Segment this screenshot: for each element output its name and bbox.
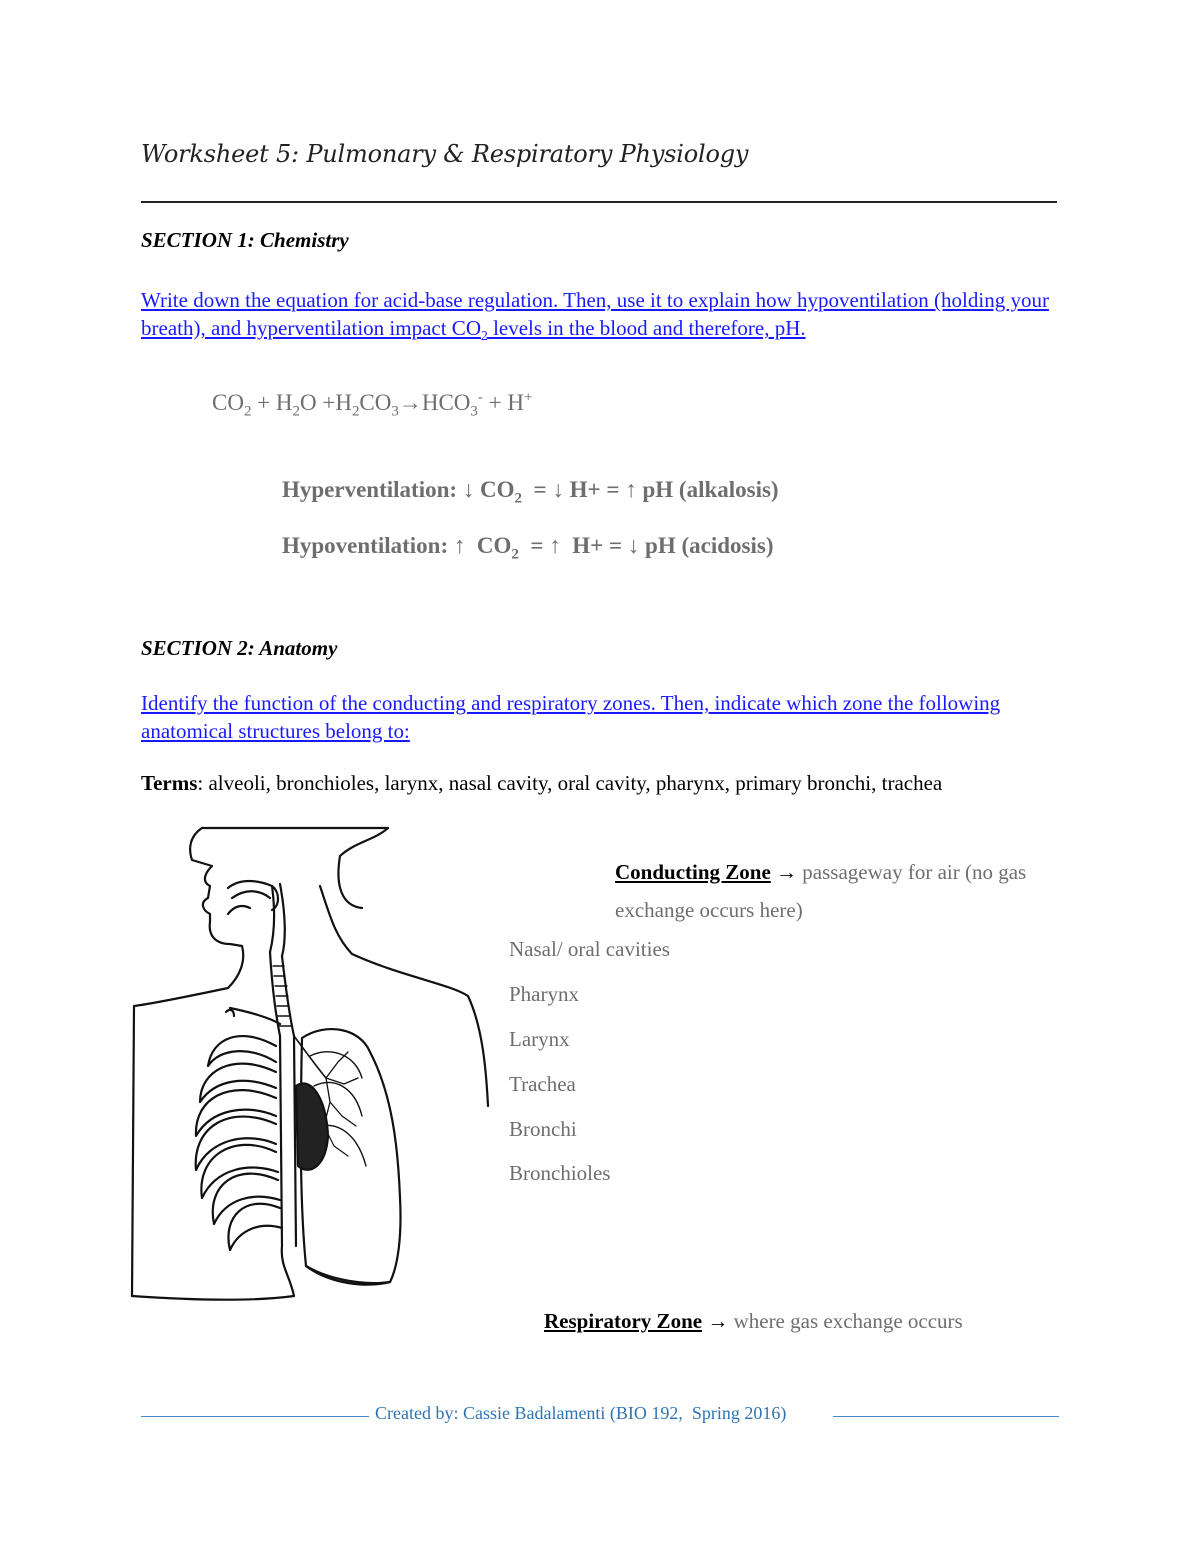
respiratory-zone-description: where gas exchange occurs xyxy=(733,1309,963,1333)
hypo-label: Hypoventilation: ↑ CO xyxy=(282,533,512,558)
respiratory-zone-block xyxy=(544,1309,963,1334)
eq-sub: 2 xyxy=(351,403,360,420)
eq-sup: + xyxy=(523,389,533,406)
footer-rule-right xyxy=(833,1416,1059,1417)
hyper-rest: = ↓ H+ = ↑ pH (alkalosis) xyxy=(522,477,779,502)
instruction-text-2: levels in the blood and therefore, pH. xyxy=(487,316,806,340)
footer-credit: Created by: Cassie Badalamenti (BIO 192, Spring 2016) xyxy=(375,1403,787,1423)
title-rule xyxy=(141,201,1057,203)
respiratory-zone-heading: Respiratory Zone xyxy=(544,1309,703,1333)
terms-label: Terms xyxy=(141,771,198,795)
hyper-sub: 2 xyxy=(514,490,523,507)
eq-sub: 2 xyxy=(292,403,300,420)
section-2-heading: SECTION 2: Anatomy xyxy=(141,636,338,660)
section-1-instruction xyxy=(141,286,1061,342)
conducting-zone-heading: Conducting Zone xyxy=(615,860,771,884)
eq-h: + H xyxy=(251,390,293,415)
respiratory-system-illustration xyxy=(130,826,492,1308)
eq-sup: - xyxy=(477,389,483,406)
respiratory-arrow: → xyxy=(702,1309,734,1333)
section-1-heading: SECTION 1: Chemistry xyxy=(141,228,349,252)
section-2-instruction: Identify the function of the conducting and respiratory zones. Then, indicate which zone the following anatomical structures belong to: xyxy=(141,691,1001,743)
eq-co2: CO xyxy=(212,390,244,415)
zone-item-bronchi: Bronchi xyxy=(509,1117,577,1141)
zone-item-nasal-oral: Nasal/ oral cavities xyxy=(509,937,670,961)
worksheet-title: Worksheet 5: Pulmonary & Respiratory Physiology xyxy=(141,140,749,168)
eq-sub: 3 xyxy=(391,403,399,420)
conducting-zone-block xyxy=(615,853,1045,929)
zone-item-larynx: Larynx xyxy=(509,1027,570,1051)
eq-o: O +H xyxy=(299,390,352,415)
hypoventilation-answer xyxy=(282,533,774,563)
zone-item-pharynx: Pharynx xyxy=(509,982,579,1006)
hyperventilation-answer xyxy=(282,477,779,507)
eq-sub: 2 xyxy=(243,403,252,420)
hypo-rest: = ↑ H+ = ↓ pH (acidosis) xyxy=(518,533,774,558)
hypo-sub: 2 xyxy=(511,546,519,563)
hyper-label: Hyperventilation: ↓ CO xyxy=(282,477,515,502)
acid-base-equation xyxy=(212,389,533,420)
conducting-arrow: → xyxy=(770,860,803,884)
instruction-text-1: Write down the equation for acid-base regulation. Then, use it to explain how hypoventilation (holding your breath), and hyperventilation impact CO xyxy=(141,288,1049,340)
terms-line xyxy=(141,771,942,796)
eq-co3: CO xyxy=(359,390,392,415)
conducting-zone-description: passageway for air (no gas exchange occurs here) xyxy=(615,860,1027,922)
eq-sub: 3 xyxy=(470,403,478,420)
eq-arrow: →HCO xyxy=(398,390,471,415)
footer-rule-left xyxy=(141,1416,369,1417)
zone-item-trachea: Trachea xyxy=(509,1072,576,1096)
instruction-sub: 2 xyxy=(480,328,488,344)
zone-item-bronchioles: Bronchioles xyxy=(509,1161,611,1185)
terms-list: : alveoli, bronchioles, larynx, nasal cavity, oral cavity, pharynx, primary bronchi, trachea xyxy=(197,771,943,795)
eq-h-ion: + H xyxy=(482,390,524,415)
